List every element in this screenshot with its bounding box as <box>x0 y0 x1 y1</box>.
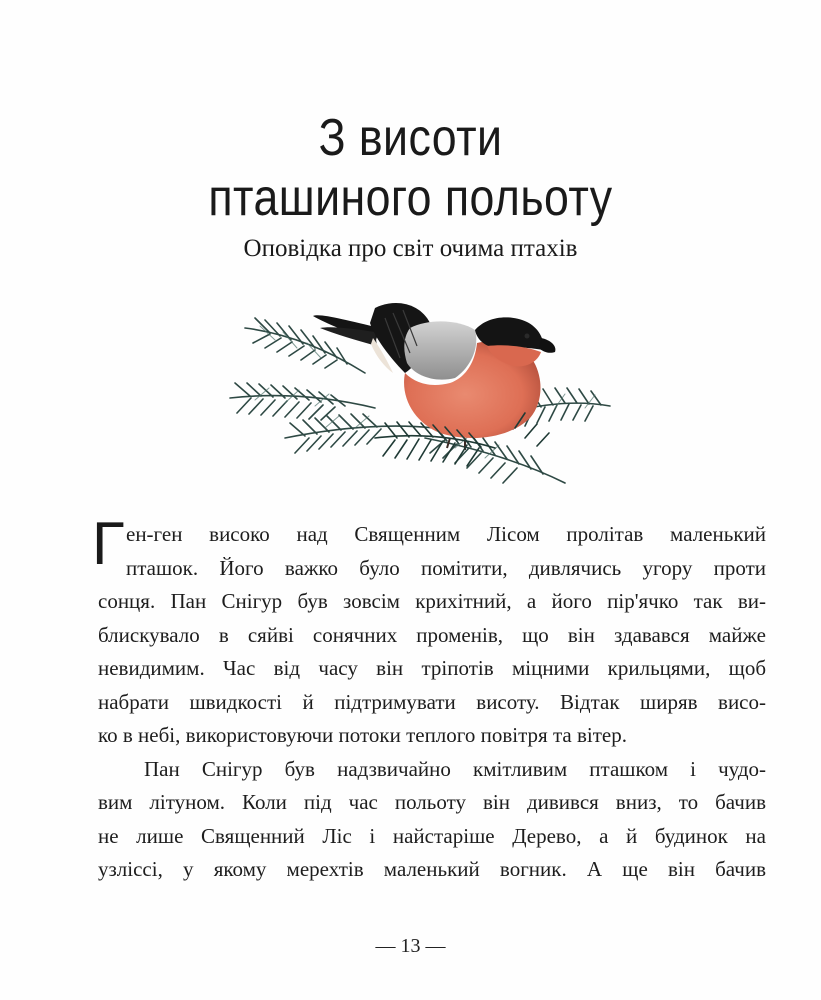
paragraph-2-line-4: узліссі, у якому мерехтів маленький вогник. А ще він бачив <box>98 857 766 881</box>
paragraph-2-line-1: Пан Снігур був надзвичайно кмітливим пташком і чудо- <box>144 756 766 781</box>
page-number: — 13 — <box>375 935 446 957</box>
paragraph-1-line-7: ко в небі, використовуючи потоки теплого повітря та вітер. <box>98 723 627 747</box>
paragraph-1-line-5: невидимим. Час від часу він тріпотів міцними крильцями, щоб <box>98 656 766 680</box>
chapter-title-line-2: пташиного польоту <box>208 169 613 227</box>
paragraph-1-line-2: пташок. Його важко було помітити, дивлячись угору проти <box>126 555 766 580</box>
paragraph-1-line-6: набрати швидкості й підтримувати висоту. Відтак ширяв висо- <box>98 689 766 714</box>
paragraph-1-line-4: блискувало в сяйві сонячних променів, що він здавався майже <box>98 622 766 647</box>
bullfinch-on-spruce-branch-icon <box>225 288 625 493</box>
paragraph-1-line-1-text: ен-ген високо над Священним Лісом пролітав маленький <box>126 522 766 546</box>
chapter-title-line-1: З висоти <box>318 109 503 167</box>
paragraph-1-line-3: сонця. Пан Снігур був зовсім крихітний, а його пір'ячко так ви- <box>98 589 766 613</box>
paragraph-2 <box>98 753 766 887</box>
chapter-subtitle: Оповідка про світ очима птахів <box>243 235 578 262</box>
paragraph-2-line-2: вим літуном. Коли під час польоту він дивився вниз, то бачив <box>98 790 766 814</box>
story-text <box>92 510 766 887</box>
paragraph-2-line-3: не лише Священний Ліс і найстаріше Дерево, а й будинок на <box>98 823 766 848</box>
drop-cap: Г <box>92 510 125 577</box>
paragraph-1 <box>92 510 766 753</box>
